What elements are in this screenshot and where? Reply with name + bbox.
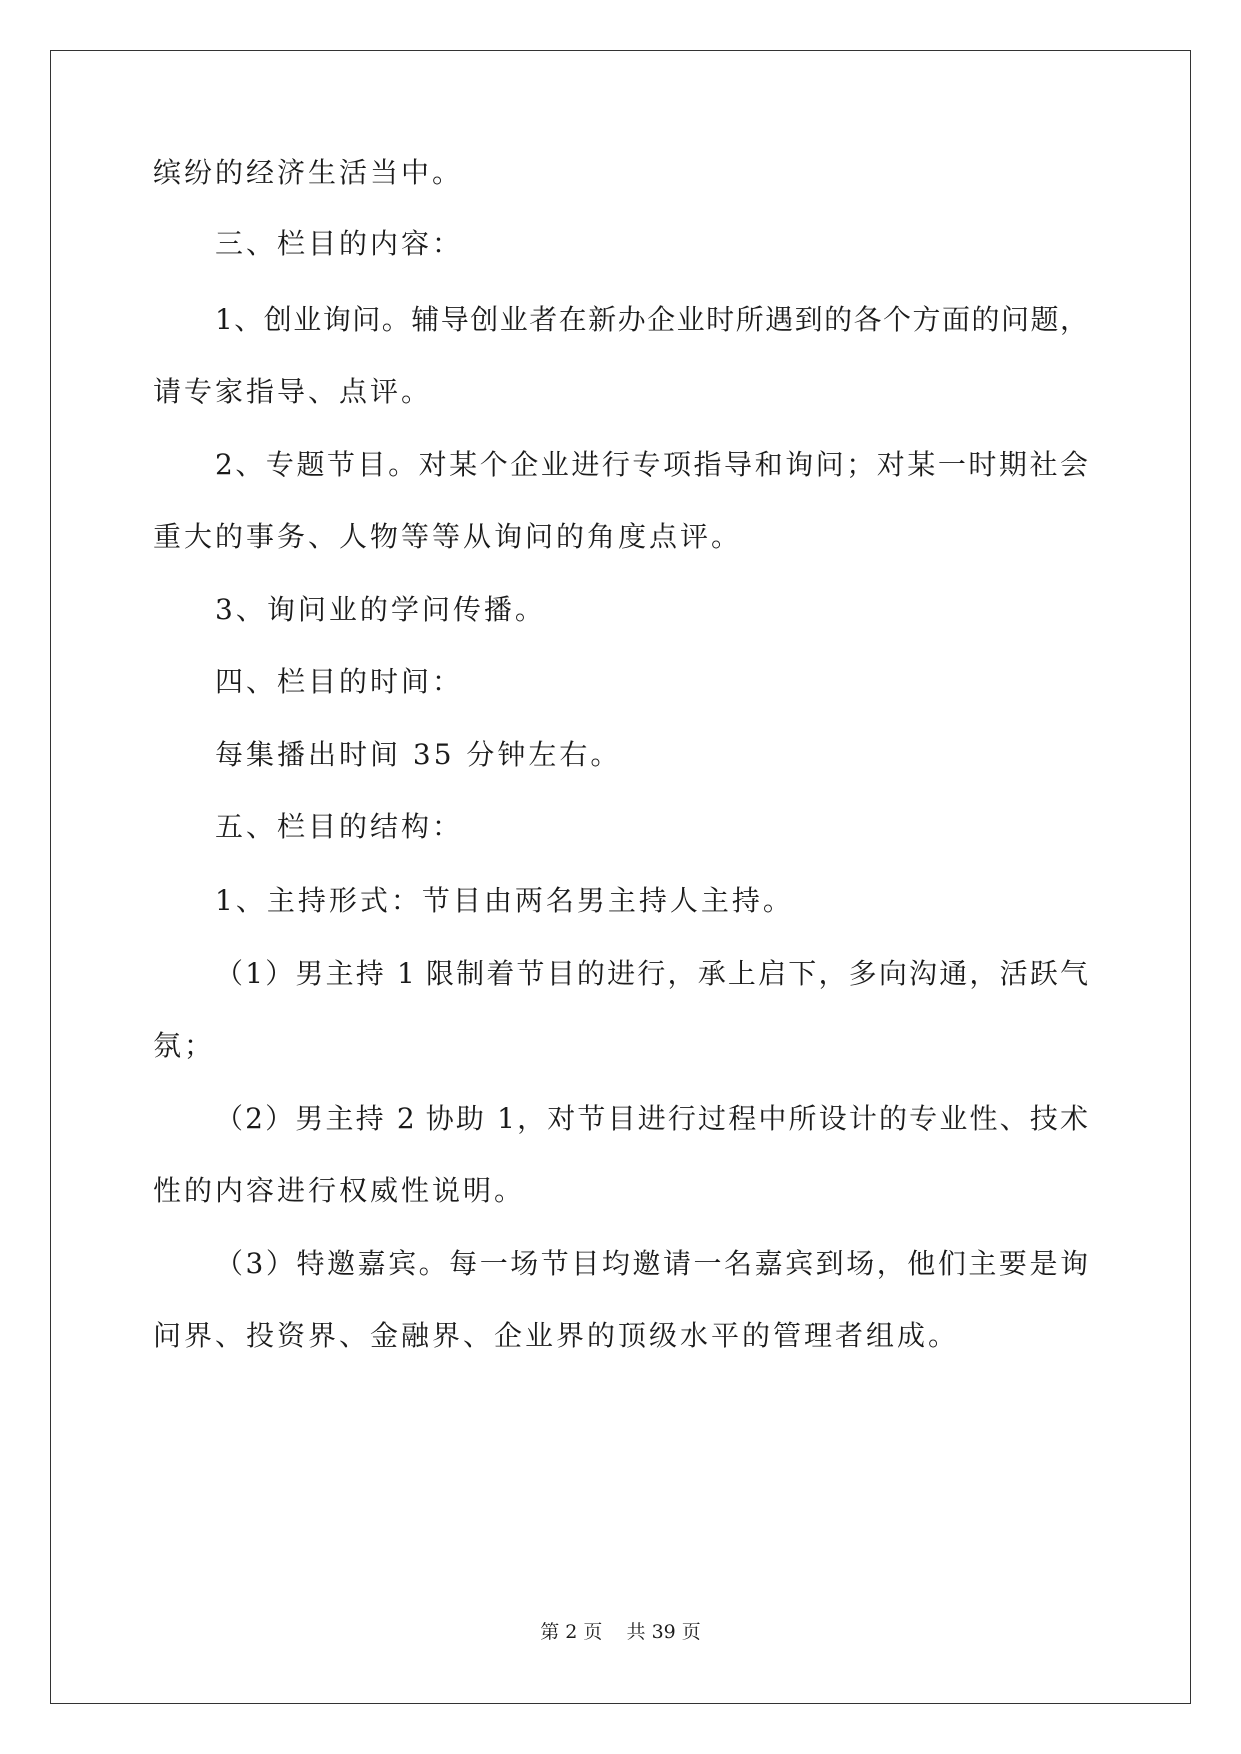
page-border <box>50 50 1191 1704</box>
section-heading: 四、栏目的时间： <box>215 665 464 698</box>
section-heading: 五、栏目的结构： <box>215 810 464 843</box>
text-line: 问界、投资界、金融界、企业界的顶级水平的管理者组成。 <box>153 1319 960 1352</box>
text-line: 性的内容进行权威性说明。 <box>153 1174 526 1207</box>
text-line: 重大的事务、人物等等从询问的角度点评。 <box>153 520 743 553</box>
text-line: 1、主持形式：节目由两名男主持人主持。 <box>215 884 794 917</box>
text-line: 2、专题节目。对某个企业进行专项指导和询问；对某一时期社会 <box>215 448 1088 481</box>
text-line: 请专家指导、点评。 <box>153 375 433 408</box>
text-line: 缤纷的经济生活当中。 <box>153 156 464 189</box>
text-line: 氛； <box>153 1029 216 1062</box>
text-line: 1、创业询问。辅导创业者在新办企业时所遇到的各个方面的问题， <box>215 303 1088 336</box>
text-line: 3、询问业的学问传播。 <box>215 593 546 626</box>
page-footer: 第 2 页 共 39 页 <box>540 1621 701 1643</box>
text-line: （1）男主持 1 限制着节目的进行，承上启下，多向沟通，活跃气 <box>215 957 1088 990</box>
text-line: 每集播出时间 35 分钟左右。 <box>215 738 622 771</box>
text-line: （3）特邀嘉宾。每一场节目均邀请一名嘉宾到场，他们主要是询 <box>215 1247 1088 1280</box>
text-line: （2）男主持 2 协助 1，对节目进行过程中所设计的专业性、技术 <box>215 1102 1088 1135</box>
section-heading: 三、栏目的内容： <box>215 227 464 260</box>
